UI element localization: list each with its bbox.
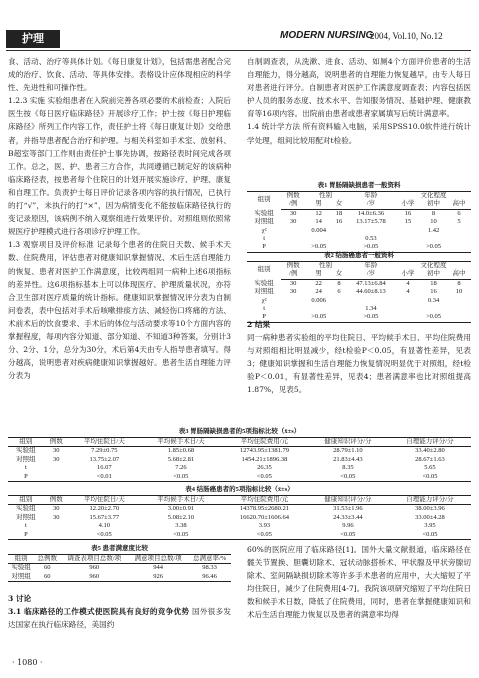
table-cell: 4: [406, 288, 410, 296]
table-cell: 30: [289, 288, 297, 296]
column-header: 平均住院费用/元: [222, 496, 307, 505]
journal-issue: 2004, Vol.10, No.12: [370, 31, 443, 41]
discussion-section: [8, 592, 231, 631]
table-cell: <0.05: [307, 531, 389, 540]
table-2: 表2 结肠癌患者一般资料 组别 例数 性别 年龄 文化程度 /例 男 女 /岁 小学 初中 高中 实验组 30 22 8 47.13±6.84 4 18 8 对照组 30 24 6 44.60±8.13 4 16 10 χ² 0.006 0.34 t 1.34 P >0.05 >0.05 >0.05: [247, 250, 471, 323]
table-cell: 7.26: [175, 464, 187, 472]
column-header: 平均住院日/天: [69, 496, 140, 505]
table-cell: 16: [335, 218, 343, 226]
column-header: 自理能力评分/分: [389, 438, 471, 447]
table-caption: 表2 结肠癌患者一般资料: [324, 252, 394, 259]
table-3: [8, 426, 471, 482]
table-row: [8, 456, 471, 464]
table-cell: 6: [337, 288, 341, 296]
table-cell: 6: [457, 209, 461, 217]
table-cell: 60: [34, 573, 60, 582]
table-cell: 15.67±3.77: [89, 513, 120, 521]
column-header: 健康知识评分/分: [307, 496, 389, 505]
table-cell: 8: [337, 279, 341, 287]
paragraph: 同一病种患者实验组的平均住院日、平均候手术日、平均住院费用与对照组相比明显减少，经t检验P＜0.05，有显著性差异，见表3；健康知识掌握和生活自理能力恢复情况明显优于对照组，经t检验P＜0.01，有显著性差异，见表4；患者满意率也比对照组提高1.87%，见表5。: [247, 333, 471, 395]
table-cell: 13.17±5.78: [356, 218, 386, 226]
paragraph: 1.2.3 实施 实验组患者在入院前完善各项必要的术前检查；入院后医生按《每日医疗临床路径》开展诊疗工作；护士按《每日护理临床路径》所列工作内容工作，责任护士将《每日康复计划》交给患者，并指导患者配合治疗和护理。与相关科室如手术室、放射科、B超室等部门工作则由责任护士事先协调，按路径表时间完成各项工作。总之，医、护、患者三方合作，共同遵循已制定好的该病种临床路径表，按患者每个住院日的计划开展实施诊疗、护理、康复和自理工作。负责护士每日评价记录各项内容的执行情况，已执行的打“√”，未执行的打“×”，因为病情变化不能按临床路径执行的变记录原因，该病例不纳入观察组进行效果评价。对照组则依照常规医疗护理模式进行各项诊疗护理工作。: [8, 96, 231, 237]
table-cell: χ²: [261, 296, 267, 304]
table-cell: P: [247, 313, 281, 322]
table-cell: 98.33: [202, 564, 217, 572]
table-cell: 3.00±0.91: [167, 505, 195, 513]
table-cell: 0.34: [427, 296, 440, 304]
table-cell: <0.05: [140, 473, 222, 482]
table-cell: >0.05: [420, 243, 447, 252]
table-row: [8, 514, 471, 522]
table-cell: 5.65: [424, 464, 436, 472]
table-cell: 5: [457, 218, 461, 226]
table-cell: 5.68±2.81: [167, 455, 195, 463]
table-cell: <0.05: [69, 531, 140, 540]
table-cell: P: [8, 531, 44, 540]
table-cell: 28.67±1.63: [415, 455, 445, 463]
table-row: [247, 279, 471, 288]
table-5: [8, 543, 231, 582]
table-cell: [281, 297, 305, 305]
table-cell: 1.85±0.68: [167, 447, 195, 455]
table-cell: 10: [455, 288, 463, 296]
table-cell: [346, 297, 396, 305]
table-row: [247, 235, 471, 243]
column-header: 组别: [8, 496, 44, 505]
table-cell: t: [24, 464, 27, 472]
table-cell: <0.05: [389, 531, 471, 540]
table-cell: P: [8, 473, 44, 482]
table-cell: <0.05: [389, 473, 471, 482]
discussion-heading: 3 讨论: [8, 594, 32, 603]
table-cell: 30: [289, 279, 297, 287]
table-cell: 31.53±1.96: [333, 505, 363, 513]
table-cell: 8.35: [342, 464, 354, 472]
table-cell: [332, 235, 346, 243]
table-cell: 实验组: [254, 209, 274, 217]
table-cell: 30: [52, 513, 60, 521]
column-header: 组别: [8, 438, 44, 447]
column-header: 平均住院费用/元: [222, 438, 307, 447]
table-cell: <0.01: [69, 473, 140, 482]
table-cell: 4: [406, 279, 410, 287]
column-header: 自理能力评分/分: [389, 496, 471, 505]
table-cell: [44, 531, 69, 540]
table-row: [247, 288, 471, 296]
paragraph: 1.4 统计学方法 所有资料输入电脑，采用SPSS10.0软件进行统计学处理，组间比较用配对t检验。: [247, 122, 471, 145]
table-cell: 24: [315, 288, 322, 296]
table-cell: 0.004: [311, 226, 326, 234]
discussion-text: 国外很多发达国家在执行临床路径，美国约: [8, 607, 232, 630]
table-cell: [420, 235, 447, 243]
table-row: [8, 522, 471, 530]
table-cell: 16620.70±1606.64: [239, 513, 289, 521]
table-cell: 24.33±3.44: [333, 513, 363, 521]
table-row: [8, 473, 471, 482]
table-row: [8, 573, 231, 582]
table-cell: [447, 305, 471, 313]
table-cell: 0.006: [311, 296, 326, 304]
table-cell: 实验组: [254, 279, 274, 287]
right-column: [247, 55, 471, 147]
table-cell: 960: [60, 573, 128, 582]
table-row: [247, 218, 471, 226]
column-header: 平均住院日/天: [69, 438, 140, 447]
table-1: 表1 胃肠隔缺损患者一般资料 组别 例数 性别 年龄 文化程度 /例 男 女 /岁 小学 初中 高中 实验组 30 12 18 14.0±6.36 16 8 6 对照组 30 14 16 13.17±5.78 15 10 5 χ² 0.004 1.42 t 0.53 P >0.05 >0.05 >0.05: [247, 180, 471, 253]
table-row: [247, 305, 471, 313]
page-header: [0, 0, 479, 50]
table-caption: 表4 结肠癌患者的5项指标比较（x̄±s）: [185, 486, 294, 493]
table-cell: [44, 464, 69, 472]
table-cell: 28.79±1.10: [333, 447, 363, 455]
table-cell: <0.05: [307, 473, 389, 482]
table-row: [8, 531, 471, 540]
table-cell: [332, 227, 346, 235]
table-cell: [305, 305, 332, 313]
table-cell: 30: [289, 218, 297, 226]
table-cell: >0.05: [346, 243, 396, 252]
table-cell: 1454.21±1896.38: [241, 455, 288, 463]
table-cell: t: [263, 235, 266, 243]
table-cell: 5.08±2.10: [167, 513, 195, 521]
table-cell: 9.96: [342, 522, 354, 530]
table-cell: 960: [89, 564, 100, 572]
discussion-subheading: 3.1 临床路径的工作模式使医院具有良好的竞争优势: [8, 607, 190, 617]
table-cell: 30: [52, 447, 60, 455]
table-cell: [396, 227, 420, 235]
table-cell: t: [263, 305, 266, 313]
table-row: [247, 209, 471, 218]
table-cell: 对照组: [254, 218, 274, 226]
journal-logo: 护理: [6, 30, 60, 48]
paragraph: 1.3 观察项目及评价标准 记录每个患者的住院日天数、候手术天数、住院费用，评估患者对健康知识掌握情况、术后生活自理能力的恢复、患者对医护工作满意度，比较两组同一病种上述6项指标的差异性。这6项指标基本上可以体现医疗、护理质量状况，亦符合卫生部对医疗质量的统计指标。健康知识掌握情况评分表为自制问卷表，表中包括对手术后咳嗽排痰方法、减轻伤口疼痛的方法、术前术后的饮食要求、手术后的体位与活动要求等10个方面内容的掌握程度，每项内容分知道、部分知道、不知道3种答案，分别计3分、2分、1分，总分为30分，术后第4天由专人指导患者填写。得分越高，说明患者对疾病健康知识掌握越好。患者生活自理能力评分表为: [8, 240, 231, 381]
table-cell: 实验组: [16, 447, 36, 455]
table-cell: 15: [404, 218, 412, 226]
results-heading: 2 结果: [247, 320, 271, 329]
table-cell: [396, 305, 420, 313]
table-row: [8, 505, 471, 514]
table-cell: [281, 227, 305, 235]
table-row: [8, 464, 471, 472]
paragraph: 60%的医院应用了临床路径[1]。国外大量文献报道，临床路径在髋关节置换、胆囊切除术、冠状动脉搭桥术、甲状腺及甲状旁腺切除术、室间隔缺损切除术等许多手术患者的应用中，大大缩短了平均住院日，减少了住院费用[4-7]。我院该项研究缩短了平均住院日数和候手术日数，降低了住院费用，同时，患者在掌握健康知识和术后生活自理能力恢复以及患者的满意率均得: [247, 545, 471, 620]
table-cell: 12: [315, 209, 322, 217]
column-header: 调查表项目总数/项: [60, 555, 128, 564]
table-cell: >0.05: [346, 313, 396, 322]
table-header-row: [8, 438, 471, 447]
table-cell: 96.46: [188, 573, 231, 582]
column-header: 总满意率/%: [188, 555, 231, 564]
column-header: 健康知识评分/分: [307, 438, 389, 447]
table-cell: 实验组: [11, 564, 31, 572]
table-caption: 表1 胃肠隔缺损患者一般资料: [317, 182, 401, 189]
table-cell: 944: [153, 564, 164, 572]
table-cell: 3.38: [175, 522, 187, 530]
table-cell: 16: [430, 288, 437, 296]
table-cell: 38.00±3.96: [415, 505, 445, 513]
table-cell: [447, 235, 471, 243]
table-cell: [420, 305, 447, 313]
table-cell: 4.10: [98, 522, 110, 530]
table-cell: 30: [289, 209, 297, 217]
table-cell: <0.05: [222, 531, 307, 540]
column-header: 满意项目总数/项: [128, 555, 188, 564]
table-cell: [346, 227, 396, 235]
right-column-bottom: [247, 543, 471, 622]
table-header-row: [8, 496, 471, 505]
header-rule: [6, 50, 471, 51]
table-caption: 表5 患者满意度比较: [91, 545, 148, 552]
table-cell: 16: [404, 209, 412, 217]
table-cell: 60: [43, 564, 51, 572]
table-cell: 22: [315, 279, 322, 287]
table-cell: P: [247, 243, 281, 252]
table-row: [247, 227, 471, 235]
results-section: [247, 318, 471, 397]
column-header: 总例数: [34, 555, 60, 564]
table-cell: 7.29±0.75: [91, 447, 118, 455]
table-cell: 对照组: [254, 288, 274, 296]
table-cell: 44.60±8.13: [356, 288, 386, 296]
column-header: 平均候手术日/天: [140, 496, 222, 505]
table-cell: 30: [52, 455, 60, 463]
table-row: [247, 297, 471, 305]
table-cell: [396, 235, 420, 243]
table-row: [8, 564, 231, 573]
paragraph: [8, 605, 231, 631]
table-cell: 33.40±2.80: [415, 447, 445, 455]
table-cell: [44, 522, 69, 530]
column-header: 例数: [44, 496, 69, 505]
table-cell: 1.34: [365, 305, 377, 313]
table-cell: 18: [430, 279, 437, 287]
table-cell: >0.05: [420, 313, 447, 322]
table-cell: 8: [431, 209, 436, 217]
table-cell: 21.83±4.43: [333, 455, 363, 463]
journal-name: MODERN NURSING: [280, 30, 374, 41]
table-cell: [447, 227, 471, 235]
table-cell: <0.05: [222, 473, 307, 482]
table-cell: 926: [128, 573, 188, 582]
table-cell: 14: [315, 218, 322, 226]
column-header: 组别: [8, 555, 34, 564]
table-4: [8, 484, 471, 540]
table-cell: [281, 235, 305, 243]
table-cell: 对照组: [16, 513, 36, 521]
column-header: 例数: [44, 438, 69, 447]
table-cell: χ²: [261, 226, 267, 234]
table-cell: [281, 305, 305, 313]
table-header-row: [8, 555, 231, 564]
table-caption: 表3 胃肠隔缺损患者的5项指标比较（x̄±s）: [178, 428, 301, 435]
table-cell: <0.05: [140, 531, 222, 540]
table-cell: t: [24, 522, 27, 530]
table-cell: 33.00±4.28: [415, 513, 445, 521]
table-cell: [332, 305, 346, 313]
table-cell: 47.13±6.84: [356, 279, 386, 287]
table-cell: [332, 297, 346, 305]
table-cell: 10: [430, 218, 437, 226]
table-cell: [396, 297, 420, 305]
table-cell: 1.42: [427, 226, 440, 234]
table-cell: [305, 235, 332, 243]
table-cell: 3.93: [258, 522, 271, 530]
table-cell: 对照组: [8, 573, 34, 582]
column-header: 平均候手术日/天: [140, 438, 222, 447]
table-cell: [44, 473, 69, 482]
table-cell: 26.35: [257, 464, 272, 472]
paragraph: 自制调查表，从洗漱、进食、活动、如厕4个方面评价患者的生活自理能力，得分越高，说明患者的自理能力恢复越早，由专人每日对患者进行评分。自制患者对医护工作满意度调查表；内容包括医护人员的服务态度、技术水平、告知服务情况、基础护理、健康教育等16项内容。出院前由患者或患者家属填写后统计满意率。: [247, 57, 471, 119]
paragraph: 食、活动、治疗等具体计划。《每日康复计划》，包括需患者配合完成的治疗、饮食、活动、等具体安排。表格设计应体现相应的科学性、先进性和可操作性。: [8, 57, 231, 93]
table-cell: 14.0±6.36: [357, 209, 385, 217]
table-cell: 0.53: [365, 235, 377, 243]
table-cell: 13.75±2.07: [89, 455, 120, 463]
table-cell: 8: [457, 279, 461, 287]
table-cell: 12.20±2.70: [89, 505, 120, 513]
table-cell: 16.07: [96, 464, 112, 472]
table-cell: 12743.95±1381.79: [239, 447, 289, 455]
table-cell: 对照组: [16, 455, 36, 463]
left-column: [8, 55, 231, 382]
table-row: [8, 447, 471, 456]
table-cell: [447, 297, 471, 305]
table-cell: 实验组: [16, 505, 36, 513]
table-cell: 14378.95±2680.21: [239, 505, 289, 513]
table-cell: >0.05: [305, 243, 332, 252]
table-cell: 3.95: [424, 522, 436, 530]
table-cell: 18: [335, 209, 343, 217]
table-cell: >0.05: [305, 313, 332, 322]
page-number: · 1080 ·: [12, 658, 43, 667]
table-cell: 30: [52, 505, 60, 513]
